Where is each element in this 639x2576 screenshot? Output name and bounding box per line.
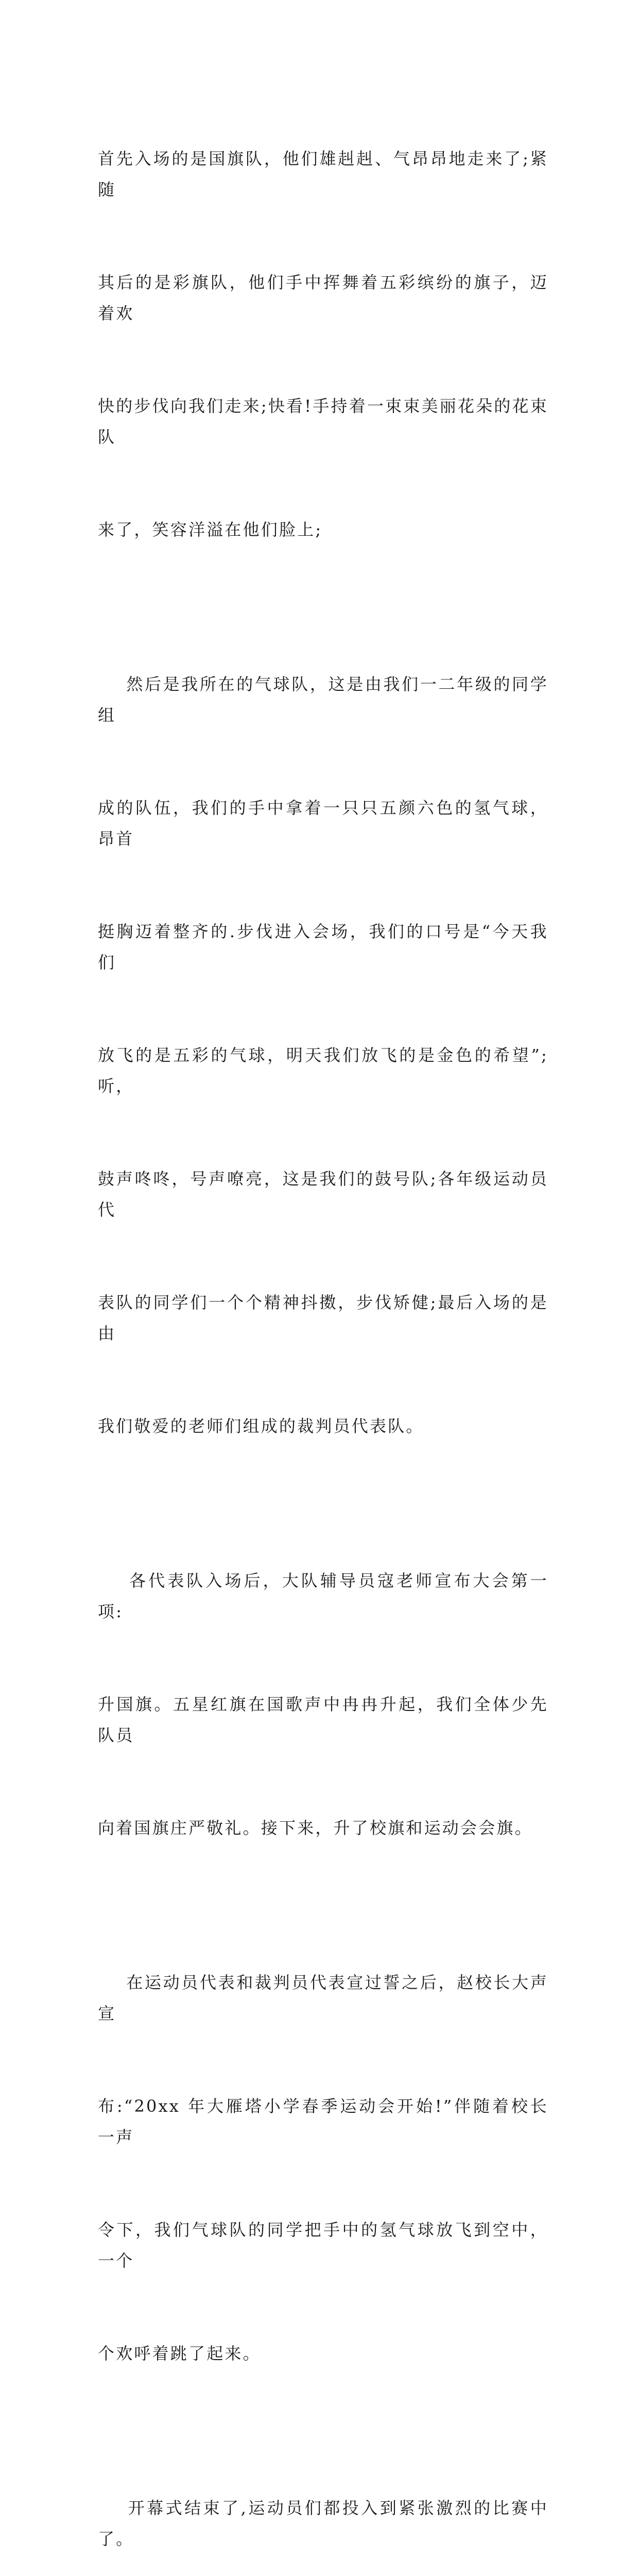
paragraph-line: 鼓声咚咚，号声嘹亮，这是我们的鼓号队;各年级运动员代 — [98, 1169, 548, 1219]
paragraph-line: 向着国旗庄严敬礼。接下来，升了校旗和运动会会旗。 — [98, 1818, 533, 1838]
paragraph-line: 表队的同学们一个个精神抖擞，步伐矫健;最后入场的是由 — [98, 1293, 548, 1343]
paragraph-line: 成的队伍，我们的手中拿着一只只五颜六色的氢气球，昂首 — [98, 798, 548, 849]
paragraph-line: 首先入场的是国旗队，他们雄赳赳、气昂昂地走来了;紧随 — [98, 149, 548, 199]
paragraph-line: 其后的是彩旗队，他们手中挥舞着五彩缤纷的旗子，迈着欢 — [98, 273, 548, 323]
paragraph-line: 然后是我所在的气球队，这是由我们一二年级的同学组 — [98, 674, 548, 725]
paragraph-5 — [98, 2431, 548, 2576]
paragraph-line: 升国旗。五星红旗在国歌声中冉冉升起，我们全体少先队员 — [98, 1694, 548, 1745]
paragraph-line: 在运动员代表和裁判员代表宣过誓之后，赵校长大声宣 — [98, 1973, 548, 2023]
paragraph-line: 布:“20xx 年大雁塔小学春季运动会开始!”伴随着校长一声 — [98, 2096, 548, 2147]
paragraph-4 — [98, 1905, 548, 2431]
paragraph-line: 挺胸迈着整齐的.步伐进入会场，我们的口号是“今天我们 — [98, 922, 548, 972]
paragraph-3 — [98, 1503, 548, 1905]
paragraph-line: 我们敬爱的老师们组成的裁判员代表队。 — [98, 1416, 424, 1436]
paragraph-line: 各代表队入场后，大队辅导员寇老师宣布大会第一项: — [98, 1571, 548, 1621]
paragraph-line: 快的步伐向我们走来;快看!手持着一束束美丽花朵的花束队 — [98, 396, 548, 447]
paragraph-line: 令下，我们气球队的同学把手中的氢气球放飞到空中，一个 — [98, 2220, 548, 2270]
paragraph-line: 开幕式结束了,运动员们都投入到紧张激烈的比赛中了。 — [98, 2498, 548, 2549]
paragraph-1 — [98, 81, 548, 607]
paragraph-line: 来了，笑容洋溢在他们脸上; — [98, 520, 323, 539]
paragraph-2 — [98, 607, 548, 1503]
document-page — [98, 81, 548, 2576]
paragraph-line: 个欢呼着跳了起来。 — [98, 2344, 261, 2363]
paragraph-line: 放飞的是五彩的气球，明天我们放飞的是金色的希望”;听， — [98, 1045, 548, 1096]
